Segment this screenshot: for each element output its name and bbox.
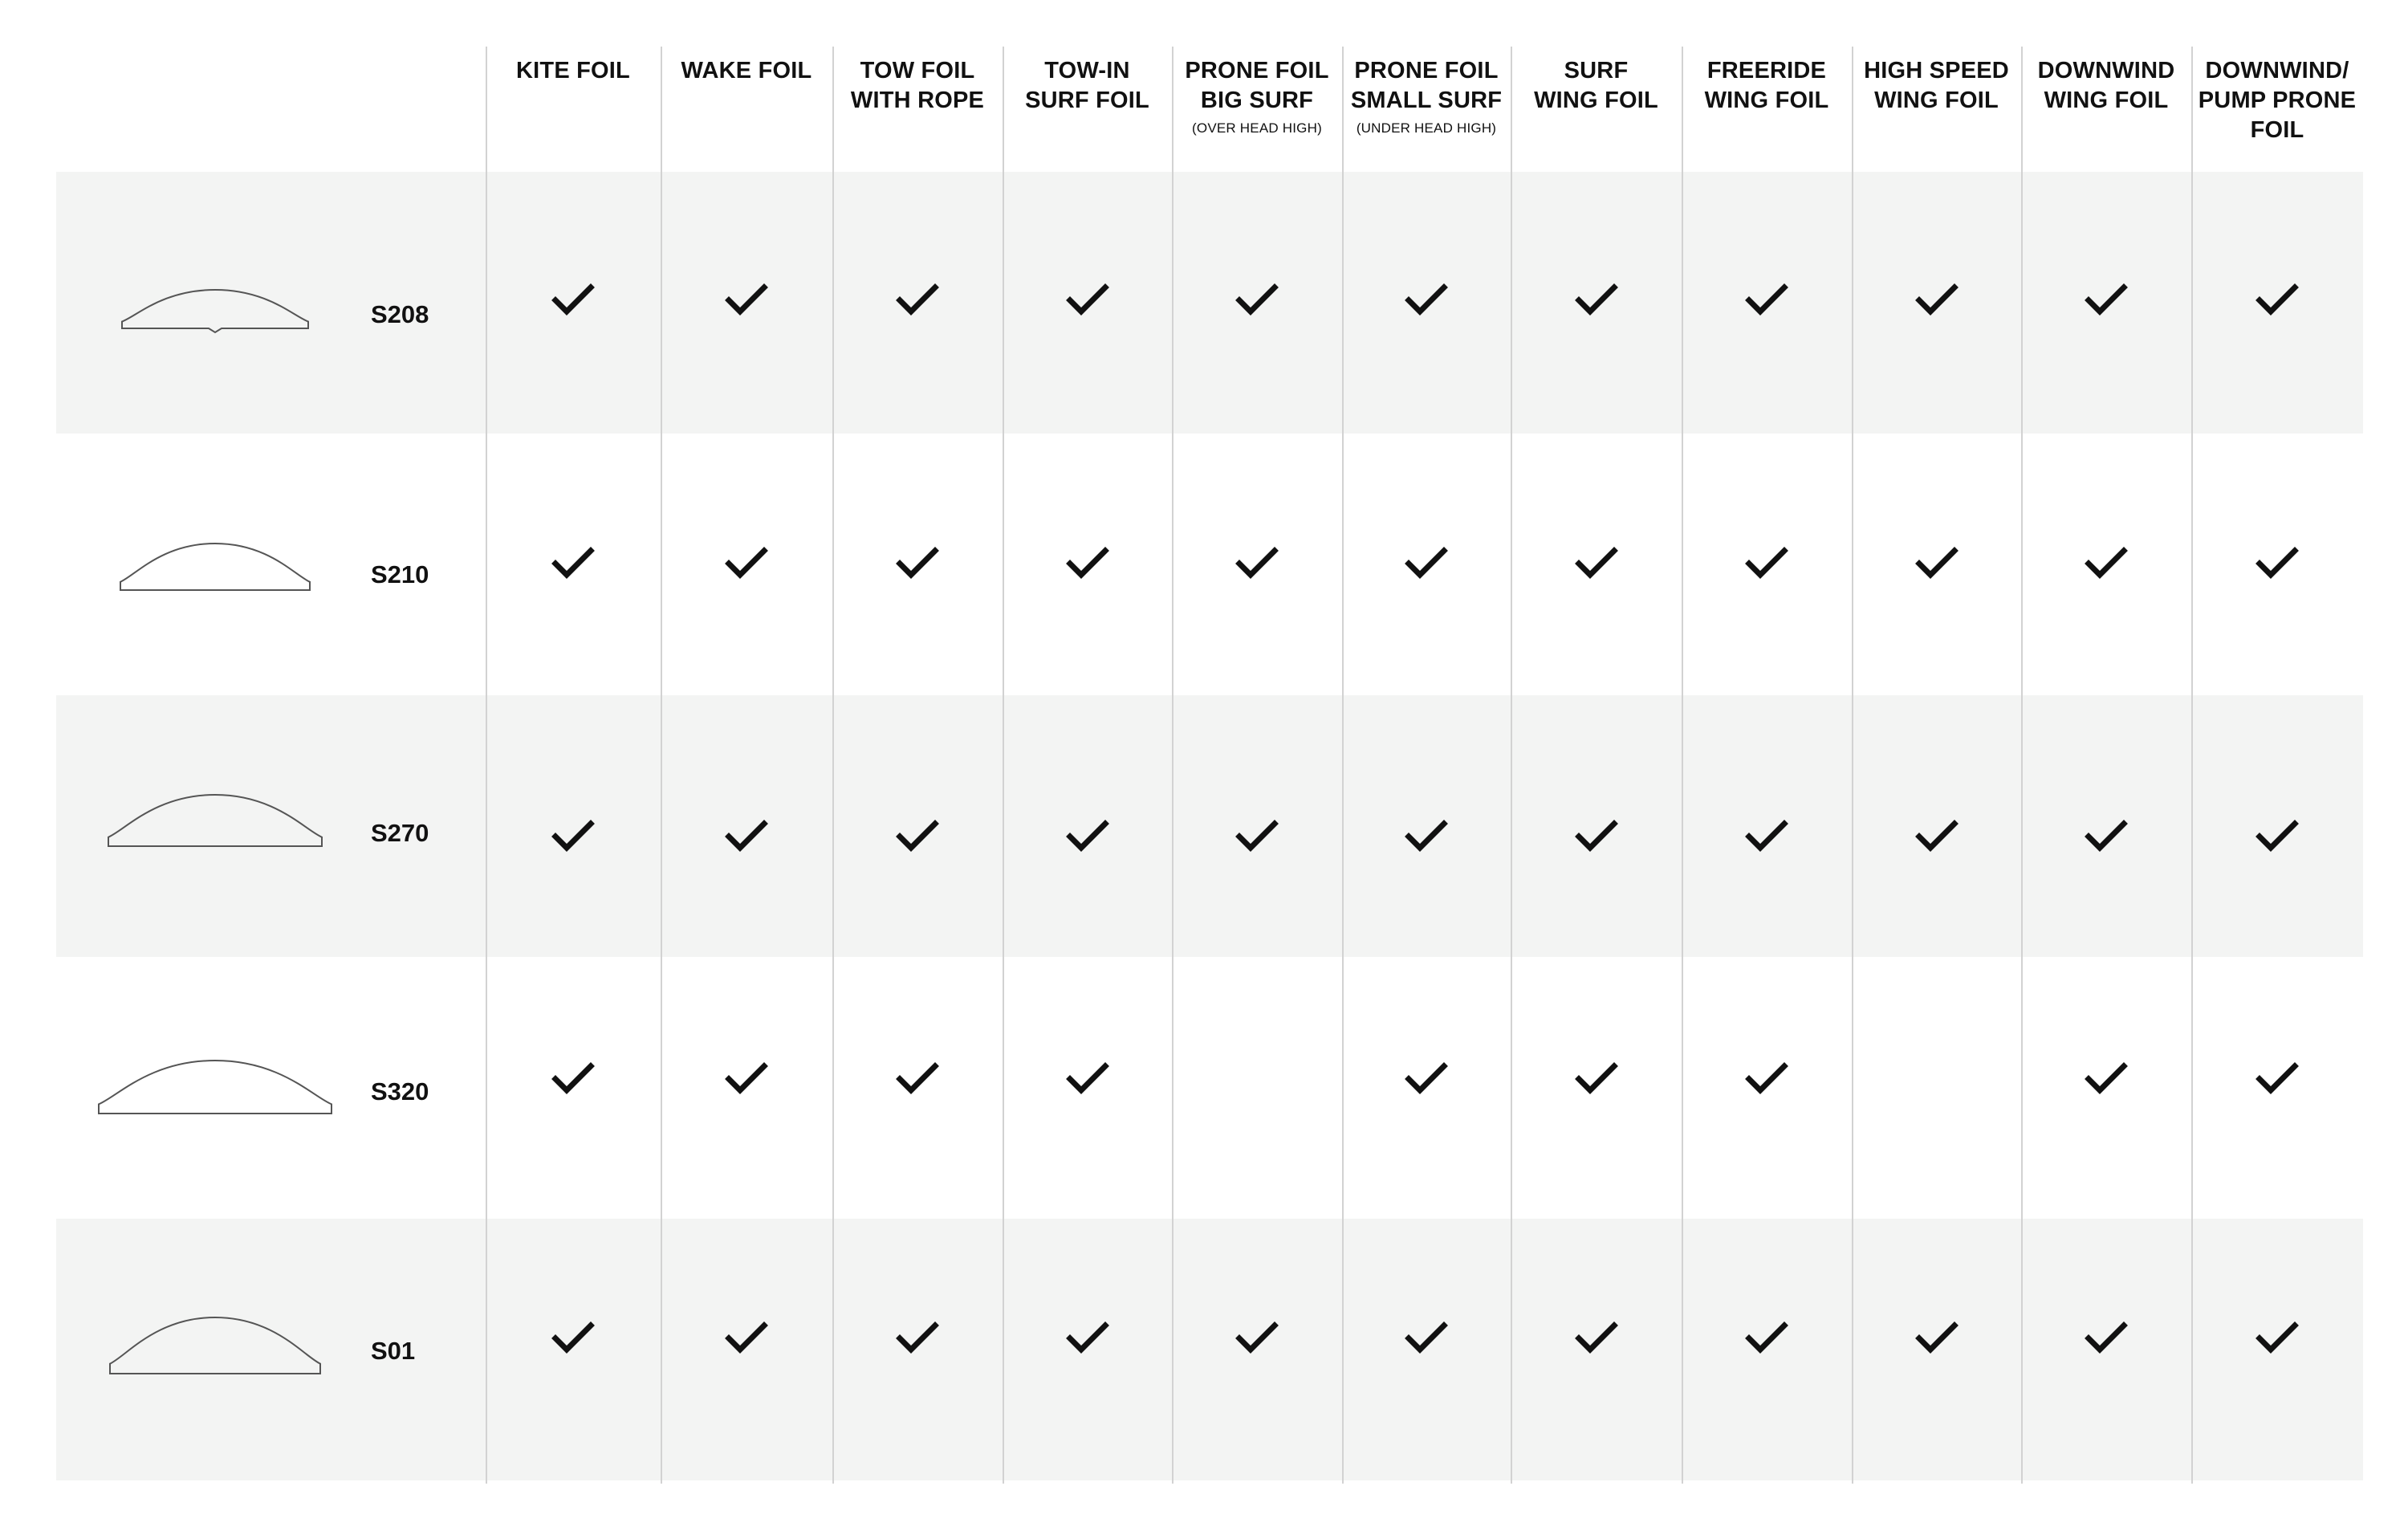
foil-wing-s208-icon: [87, 265, 344, 353]
column-header: [2021, 56, 2191, 116]
checkmark-icon: [724, 546, 769, 583]
checkmark-icon: [2255, 283, 2300, 320]
foil-wing-s210-icon: [87, 523, 344, 611]
wing-model-label: S208: [371, 300, 429, 328]
checkmark-icon: [2255, 546, 2300, 583]
checkmark-icon: [1065, 546, 1110, 583]
column-header: [2191, 56, 2363, 145]
checkmark-icon: [1744, 819, 1789, 856]
column-header: [1172, 56, 1342, 138]
checkmark-icon: [1574, 1061, 1619, 1098]
checkmark-icon: [895, 1321, 940, 1358]
checkmark-icon: [1574, 819, 1619, 856]
wing-outline: [110, 1317, 320, 1374]
checkmark-icon: [1065, 283, 1110, 320]
checkmark-icon: [1744, 1321, 1789, 1358]
column-header: [486, 56, 661, 86]
column-divider: [1003, 47, 1004, 1484]
column-divider: [1852, 47, 1853, 1484]
checkmark-icon: [1235, 1321, 1279, 1358]
column-header-label: KITE FOIL: [516, 58, 630, 83]
column-header-label: DOWNWIND/ PUMP PRONE FOIL: [2198, 58, 2357, 143]
column-divider: [1342, 47, 1344, 1484]
column-header-label: TOW-IN SURF FOIL: [1025, 58, 1149, 113]
checkmark-icon: [1065, 1321, 1110, 1358]
column-header: [1342, 56, 1511, 138]
column-header: [1003, 56, 1172, 116]
checkmark-icon: [1574, 283, 1619, 320]
checkmark-icon: [1404, 819, 1449, 856]
column-header: [1682, 56, 1852, 116]
checkmark-icon: [551, 1061, 596, 1098]
wing-outline: [122, 290, 308, 332]
checkmark-icon: [724, 819, 769, 856]
checkmark-icon: [1404, 283, 1449, 320]
checkmark-icon: [1914, 819, 1959, 856]
foil-wing-s270-icon: [87, 776, 344, 865]
checkmark-icon: [1404, 1321, 1449, 1358]
column-divider: [832, 47, 834, 1484]
column-header-label: SURF WING FOIL: [1534, 58, 1658, 113]
checkmark-icon: [1235, 283, 1279, 320]
checkmark-icon: [1065, 1061, 1110, 1098]
column-header-label: FREERIDE WING FOIL: [1704, 58, 1829, 113]
checkmark-icon: [1744, 1061, 1789, 1098]
checkmark-icon: [551, 546, 596, 583]
checkmark-icon: [2084, 546, 2129, 583]
checkmark-icon: [724, 1321, 769, 1358]
checkmark-icon: [1574, 1321, 1619, 1358]
checkmark-icon: [1065, 819, 1110, 856]
checkmark-icon: [1744, 546, 1789, 583]
column-header: [1511, 56, 1682, 116]
checkmark-icon: [551, 819, 596, 856]
checkmark-icon: [1914, 283, 1959, 320]
checkmark-icon: [551, 1321, 596, 1358]
checkmark-icon: [895, 546, 940, 583]
column-divider: [486, 47, 487, 1484]
column-header: [832, 56, 1003, 116]
checkmark-icon: [1235, 546, 1279, 583]
column-divider: [1682, 47, 1683, 1484]
checkmark-icon: [2255, 1061, 2300, 1098]
checkmark-icon: [895, 1061, 940, 1098]
column-divider: [2021, 47, 2023, 1484]
checkmark-icon: [895, 819, 940, 856]
column-header: [1852, 56, 2021, 116]
column-divider: [2191, 47, 2193, 1484]
column-header-label: DOWNWIND WING FOIL: [2037, 58, 2175, 113]
foil-wing-s01-icon: [87, 1301, 344, 1390]
checkmark-icon: [1574, 546, 1619, 583]
column-header: [661, 56, 832, 86]
wing-model-label: S01: [371, 1337, 416, 1365]
column-header-note: (OVER HEAD HIGH): [1192, 120, 1322, 136]
checkmark-icon: [2084, 283, 2129, 320]
checkmark-icon: [1404, 546, 1449, 583]
checkmark-icon: [1744, 283, 1789, 320]
column-divider: [661, 47, 662, 1484]
checkmark-icon: [724, 283, 769, 320]
checkmark-icon: [2255, 1321, 2300, 1358]
wing-model-label: S270: [371, 819, 429, 847]
checkmark-icon: [724, 1061, 769, 1098]
checkmark-icon: [1404, 1061, 1449, 1098]
column-header-note: (UNDER HEAD HIGH): [1356, 120, 1497, 136]
wing-outline: [120, 544, 310, 590]
checkmark-icon: [2255, 819, 2300, 856]
column-divider: [1172, 47, 1173, 1484]
checkmark-icon: [1914, 546, 1959, 583]
wing-outline: [99, 1061, 332, 1114]
checkmark-icon: [895, 283, 940, 320]
checkmark-icon: [551, 283, 596, 320]
checkmark-icon: [1914, 1321, 1959, 1358]
column-divider: [1511, 47, 1512, 1484]
foil-wing-s320-icon: [87, 1043, 344, 1131]
wing-model-label: S320: [371, 1077, 429, 1105]
column-header-label: WAKE FOIL: [681, 58, 812, 83]
column-header-label: TOW FOIL WITH ROPE: [850, 58, 985, 113]
wing-outline: [108, 795, 322, 846]
checkmark-icon: [2084, 1061, 2129, 1098]
checkmark-icon: [1235, 819, 1279, 856]
checkmark-icon: [2084, 1321, 2129, 1358]
column-header-label: PRONE FOIL SMALL SURF: [1350, 58, 1503, 113]
checkmark-icon: [2084, 819, 2129, 856]
column-header-label: HIGH SPEED WING FOIL: [1864, 58, 2009, 113]
column-header-label: PRONE FOIL BIG SURF: [1185, 58, 1329, 113]
wing-model-label: S210: [371, 560, 429, 588]
